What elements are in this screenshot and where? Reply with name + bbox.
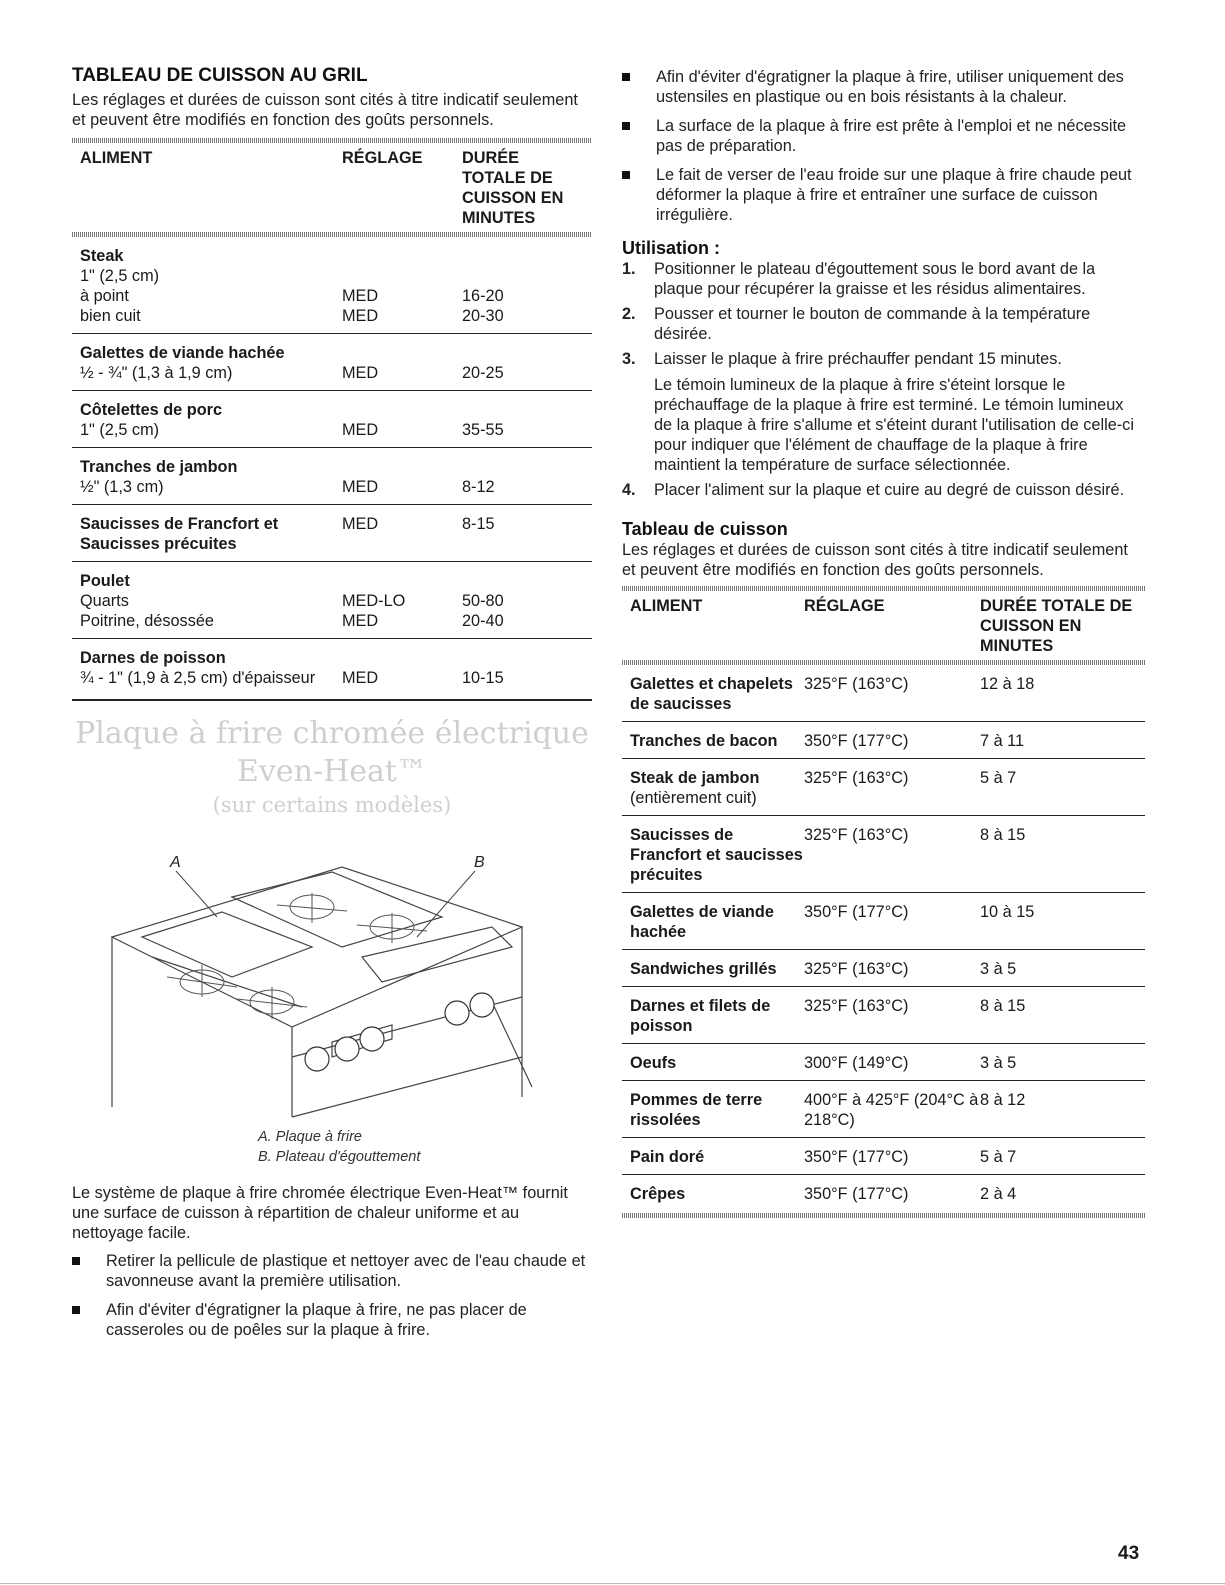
setting-cell: 350°F (177°C)	[804, 1148, 909, 1166]
time-cell: 8-12	[462, 478, 495, 496]
food-note: (entièrement cuit)	[630, 789, 757, 807]
square-bullet-icon	[622, 171, 630, 179]
step-number: 1.	[622, 260, 636, 278]
food-cell	[630, 996, 804, 1036]
row-sub-line	[80, 668, 592, 688]
setting-cell: 400°F à 425°F (204°C à 218°C)	[804, 1091, 979, 1129]
griddle-table-title: Tableau de cuisson	[622, 519, 788, 539]
square-bullet-icon	[622, 73, 630, 81]
time-cell: 20-30	[462, 307, 504, 325]
row-sub-line	[80, 286, 592, 306]
table-row	[622, 1175, 1145, 1211]
setting-cell: 325°F (163°C)	[804, 997, 909, 1015]
griddle-section-title: Plaque à frire chromée électrique Even-Heat™	[75, 715, 589, 789]
setting-cell: 300°F (149°C)	[804, 1054, 909, 1072]
food-detail: ½" (1,3 cm)	[80, 478, 164, 496]
setting-cell: MED	[342, 364, 379, 382]
food-name: Pommes de terre rissolées	[630, 1091, 763, 1129]
food-detail: bien cuit	[80, 307, 141, 325]
food-cell	[630, 825, 804, 885]
food-name: Galettes et chapelets de saucisses	[630, 675, 793, 713]
label-b: B	[474, 853, 485, 871]
food-name: Côtelettes de porc	[80, 401, 223, 419]
header-aliment: ALIMENT	[630, 597, 703, 615]
row-head-line	[80, 246, 592, 266]
grill-table-body	[72, 237, 592, 695]
header-aliment: ALIMENT	[80, 149, 153, 167]
row-content	[80, 343, 592, 383]
grill-table-intro: Les réglages et durées de cuisson sont cités à titre indicatif seulement et peuvent être modifiés en fonction des goûts personnels.	[72, 91, 578, 129]
time-cell: 2 à 4	[980, 1185, 1017, 1203]
time-cell: 7 à 11	[980, 732, 1025, 750]
page-number: 43	[1118, 1543, 1140, 1564]
row-sub-line	[80, 420, 592, 440]
square-bullet-icon	[622, 122, 630, 130]
griddle-bullets-right	[622, 67, 1145, 225]
row-head-line	[80, 571, 592, 591]
time-cell: 20-25	[462, 364, 504, 382]
row-content	[80, 400, 592, 440]
food-detail: 1" (2,5 cm)	[80, 421, 160, 439]
table-row	[72, 391, 592, 448]
griddle-intro: Le système de plaque à frire chromée électrique Even-Heat™ fournit une surface de cuisson à répartition de chaleur uniforme et au nettoyage facile.	[72, 1183, 568, 1242]
griddle-table-intro: Les réglages et durées de cuisson sont cités à titre indicatif seulement et peuvent être modifiés en fonction des goûts personnels.	[622, 541, 1128, 579]
table-row	[622, 1044, 1145, 1081]
grill-table-header	[72, 143, 592, 232]
food-name: Saucisses de Francfort et saucisses précuites	[630, 826, 803, 884]
table-row	[72, 448, 592, 505]
food-detail: à point	[80, 287, 129, 305]
food-cell	[630, 1090, 804, 1130]
caption-a: A. Plaque à frire	[258, 1128, 362, 1145]
square-bullet-icon	[72, 1306, 80, 1314]
usage-title: Utilisation :	[622, 238, 720, 258]
step-extra: Le témoin lumineux de la plaque à frire s'éteint lorsque le préchauffage de la plaque à frire est terminé. Le témoin lumineux de la plaque à frire s'allume et s'éteint durant l'utilisation de celle-ci pour indiquer que l'élément de chauffage de la plaque à frire maintient la température de surface sélectionnée.	[654, 376, 1134, 474]
step-text: Pousser et tourner le bouton de commande à la température désirée.	[654, 305, 1091, 343]
row-content	[80, 514, 592, 554]
food-name: Sandwiches grillés	[630, 960, 777, 978]
table-row	[72, 639, 592, 695]
setting-cell: MED	[342, 612, 379, 630]
time-cell: 8 à 15	[980, 826, 1026, 844]
right-column	[622, 64, 1145, 1218]
table-row	[622, 722, 1145, 759]
setting-cell: MED	[342, 478, 379, 496]
setting-cell: MED	[342, 669, 379, 687]
dotted-rule	[622, 1213, 1145, 1218]
food-cell	[630, 674, 804, 714]
row-sub-line	[80, 363, 592, 383]
time-cell: 10-15	[462, 669, 504, 687]
food-detail: Poitrine, désossée	[80, 612, 214, 630]
row-sub-line	[80, 477, 592, 497]
row-content	[80, 457, 592, 497]
setting-cell: MED	[342, 421, 379, 439]
row-sub-line	[80, 306, 592, 326]
row-content	[80, 571, 592, 631]
food-name: Tranches de bacon	[630, 732, 778, 750]
header-duree: DURÉE TOTALE DE CUISSON EN MINUTES	[980, 597, 1133, 655]
row-sub-line	[80, 611, 592, 631]
food-cell	[630, 731, 804, 751]
row-head-line	[80, 514, 592, 554]
table-row	[622, 665, 1145, 722]
food-cell	[630, 768, 804, 808]
food-cell	[630, 1053, 804, 1073]
time-cell: 3 à 5	[980, 960, 1017, 978]
step-text: Positionner le plateau d'égouttement sous le bord avant de la plaque pour récupérer la graisse et les résidus alimentaires.	[654, 260, 1096, 298]
time-cell: 12 à 18	[980, 675, 1035, 693]
list-item: Retirer la pellicule de plastique et nettoyer avec de l'eau chaude et savonneuse avant la première utilisation.	[72, 1251, 592, 1291]
usage-steps	[622, 259, 1145, 500]
setting-cell: 350°F (177°C)	[804, 903, 909, 921]
row-head-line	[80, 343, 592, 363]
grill-table-title: TABLEAU DE CUISSON AU GRIL	[72, 65, 368, 86]
table-row	[622, 759, 1145, 816]
left-column	[72, 64, 592, 1349]
food-name: Crêpes	[630, 1185, 686, 1203]
range-illustration	[72, 827, 592, 1127]
table-row	[622, 1138, 1145, 1175]
step-number: 3.	[622, 350, 636, 368]
table-row	[72, 237, 592, 334]
food-cell	[630, 1147, 804, 1167]
setting-cell: MED-LO	[342, 592, 406, 610]
step-number: 2.	[622, 305, 636, 323]
step-number: 4.	[622, 481, 636, 499]
food-name: Steak de jambon	[630, 769, 760, 787]
food-name: Steak	[80, 247, 124, 265]
step-text: Placer l'aliment sur la plaque et cuire au degré de cuisson désiré.	[654, 481, 1125, 499]
food-name: Tranches de jambon	[80, 458, 238, 476]
food-detail: 1" (2,5 cm)	[80, 267, 160, 285]
food-name: Poulet	[80, 572, 130, 590]
food-cell	[630, 902, 804, 942]
table-row	[622, 950, 1145, 987]
setting-cell	[342, 266, 462, 286]
list-item: Le fait de verser de l'eau froide sur une plaque à frire chaude peut déformer la plaque à frire et entraîner une surface de cuisson irrégulière.	[622, 165, 1145, 225]
time-cell: 8-15	[462, 515, 495, 533]
griddle-table-body	[622, 665, 1145, 1211]
food-detail: ¾ - 1" (1,9 à 2,5 cm) d'épaisseur	[80, 669, 316, 687]
list-item: Afin d'éviter d'égratigner la plaque à frire, utiliser uniquement des ustensiles en plastique ou en bois résistants à la chaleur.	[622, 67, 1145, 107]
row-content	[80, 648, 592, 688]
food-name: Galettes de viande hachée	[630, 903, 774, 941]
header-reglage: RÉGLAGE	[804, 597, 885, 615]
setting-cell: MED	[342, 287, 379, 305]
setting-cell: MED	[342, 515, 379, 533]
griddle-section-heading	[72, 715, 592, 819]
table-row	[72, 562, 592, 639]
row-head-line	[80, 648, 592, 668]
time-cell: 10 à 15	[980, 903, 1035, 921]
setting-cell: 325°F (163°C)	[804, 769, 909, 787]
setting-cell: 350°F (177°C)	[804, 1185, 909, 1203]
food-detail: ½ - ¾" (1,3 à 1,9 cm)	[80, 364, 233, 382]
food-name: Pain doré	[630, 1148, 705, 1166]
page-bottom-rule	[0, 1583, 1225, 1584]
time-cell: 5 à 7	[980, 1148, 1017, 1166]
time-cell	[462, 266, 587, 286]
food-detail: Quarts	[80, 592, 129, 610]
caption-b: B. Plateau d'égouttement	[258, 1148, 421, 1165]
list-item: Afin d'éviter d'égratigner la plaque à frire, ne pas placer de casseroles ou de poêles sur la plaque à frire.	[72, 1300, 592, 1340]
griddle-table-header	[622, 591, 1145, 660]
time-cell: 35-55	[462, 421, 504, 439]
time-cell: 50-80	[462, 592, 504, 610]
time-cell: 5 à 7	[980, 769, 1017, 787]
time-cell: 20-40	[462, 612, 504, 630]
step-item	[622, 480, 1145, 500]
setting-cell: 350°F (177°C)	[804, 732, 909, 750]
food-cell	[630, 1184, 804, 1204]
table-row	[622, 893, 1145, 950]
food-cell	[630, 959, 804, 979]
header-duree: DURÉE TOTALE DE CUISSON EN MINUTES	[462, 149, 564, 227]
food-name: Darnes et filets de poisson	[630, 997, 771, 1035]
square-bullet-icon	[72, 1257, 80, 1265]
step-item	[622, 349, 1145, 475]
time-cell: 8 à 12	[980, 1091, 1026, 1109]
step-item	[622, 304, 1145, 344]
table-bottom-rule	[72, 699, 592, 701]
time-cell: 8 à 15	[980, 997, 1026, 1015]
food-name: Saucisses de Francfort et Saucisses précuites	[80, 515, 279, 553]
food-name: Galettes de viande hachée	[80, 344, 285, 362]
row-content	[80, 246, 592, 326]
food-name: Oeufs	[630, 1054, 677, 1072]
row-head-line	[80, 457, 592, 477]
griddle-bullets-left	[72, 1251, 592, 1340]
table-row	[622, 987, 1145, 1044]
setting-cell: 325°F (163°C)	[804, 675, 909, 693]
step-text: Laisser le plaque à frire préchauffer pendant 15 minutes.	[654, 350, 1062, 368]
table-row	[622, 816, 1145, 893]
row-head-line	[80, 400, 592, 420]
list-item: La surface de la plaque à frire est prête à l'emploi et ne nécessite pas de préparation.	[622, 116, 1145, 156]
label-a: A	[170, 853, 181, 871]
step-item	[622, 259, 1145, 299]
row-sub-line	[80, 266, 592, 286]
table-row	[622, 1081, 1145, 1138]
food-name: Darnes de poisson	[80, 649, 226, 667]
time-cell: 3 à 5	[980, 1054, 1017, 1072]
header-reglage: RÉGLAGE	[342, 149, 423, 167]
row-sub-line	[80, 591, 592, 611]
table-row	[72, 505, 592, 562]
setting-cell: 325°F (163°C)	[804, 960, 909, 978]
time-cell: 16-20	[462, 287, 504, 305]
setting-cell: 325°F (163°C)	[804, 826, 909, 844]
table-row	[72, 334, 592, 391]
setting-cell: MED	[342, 307, 379, 325]
griddle-section-subtitle: (sur certains modèles)	[212, 792, 452, 817]
